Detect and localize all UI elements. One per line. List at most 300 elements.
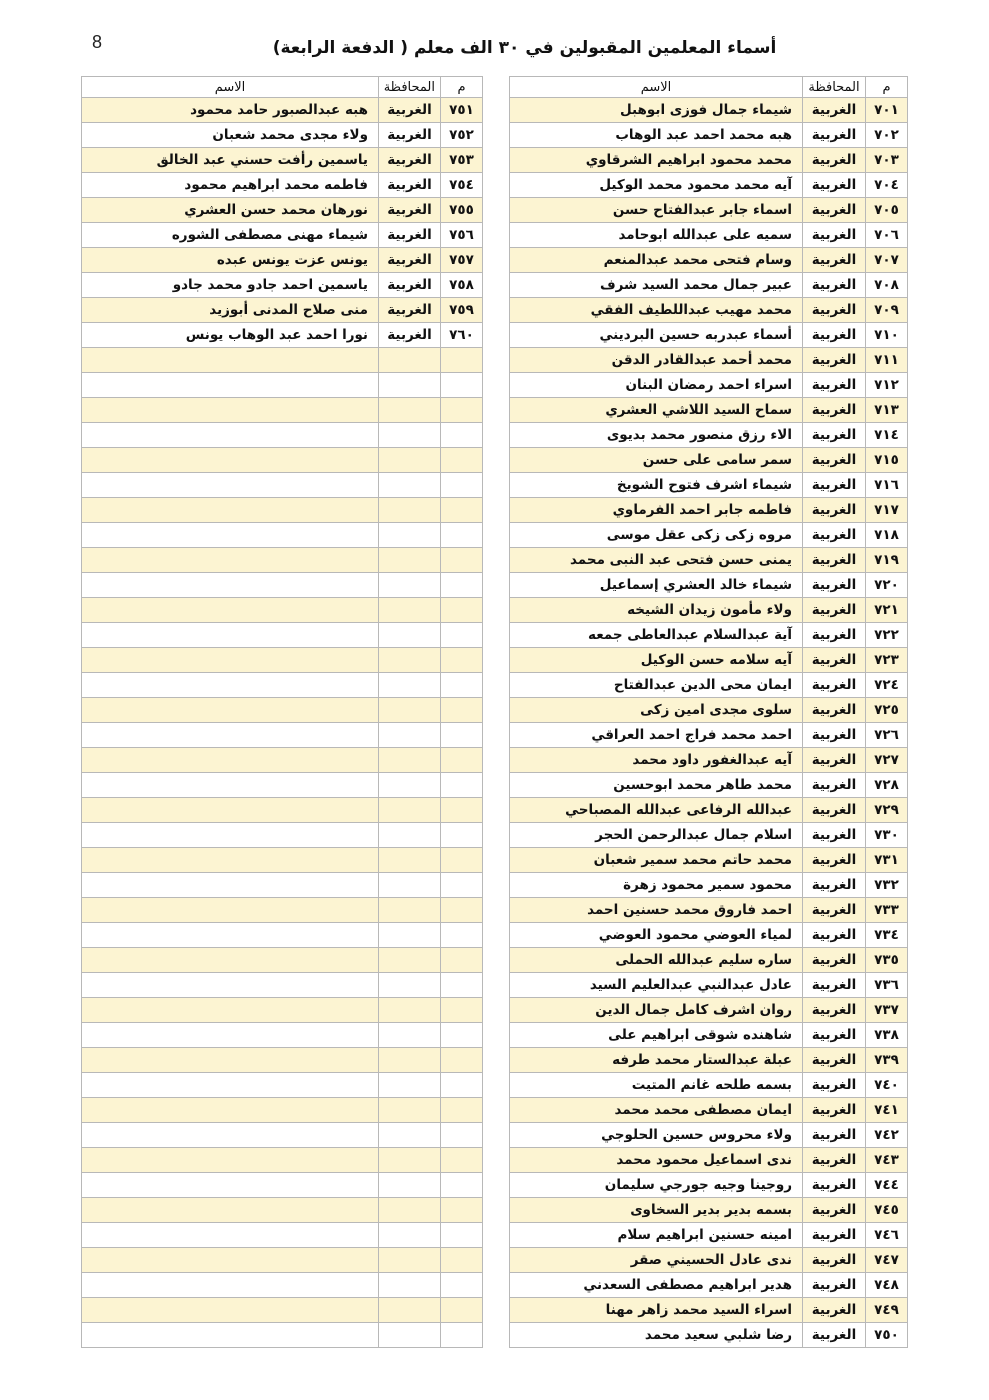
row-number: ٧١٦ [866, 473, 908, 498]
row-number [441, 523, 483, 548]
row-governorate [379, 798, 441, 823]
row-governorate [379, 373, 441, 398]
row-name [82, 548, 379, 573]
row-name: سمر سامى على حسن [510, 448, 803, 473]
row-number [441, 373, 483, 398]
row-governorate: الغربية [803, 223, 866, 248]
row-number: ٧١٤ [866, 423, 908, 448]
row-number: ٧٠١ [866, 98, 908, 123]
row-governorate [379, 848, 441, 873]
row-number: ٧٠٦ [866, 223, 908, 248]
table-row [82, 1123, 483, 1148]
row-governorate: الغربية [803, 1123, 866, 1148]
row-number: ٧١٣ [866, 398, 908, 423]
row-number [441, 973, 483, 998]
row-number: ٧٥٧ [441, 248, 483, 273]
row-number: ٧٢٦ [866, 723, 908, 748]
row-number: ٧٣٥ [866, 948, 908, 973]
row-name [82, 1198, 379, 1223]
row-governorate: الغربية [803, 1198, 866, 1223]
row-number: ٧١٥ [866, 448, 908, 473]
row-name: ندى اسماعيل محمود محمد [510, 1148, 803, 1173]
row-name: هبه محمد احمد عبد الوهاب [510, 123, 803, 148]
row-governorate: الغربية [803, 273, 866, 298]
table-row [510, 598, 908, 623]
table-row [82, 1023, 483, 1048]
row-number: ٧٤٥ [866, 1198, 908, 1223]
row-number [441, 1098, 483, 1123]
row-governorate [379, 1173, 441, 1198]
row-governorate: الغربية [803, 298, 866, 323]
row-name: رضا شلبي سعيد محمد [510, 1323, 803, 1348]
row-governorate [379, 973, 441, 998]
table-row [82, 173, 483, 198]
row-governorate [379, 1048, 441, 1073]
row-number: ٧٢١ [866, 598, 908, 623]
table-row [510, 798, 908, 823]
table-row [510, 573, 908, 598]
row-governorate [379, 698, 441, 723]
row-name [82, 748, 379, 773]
header-num: م [441, 77, 483, 98]
row-governorate [379, 548, 441, 573]
row-number: ٧٠٧ [866, 248, 908, 273]
row-name [82, 1273, 379, 1298]
table-row [82, 223, 483, 248]
row-name: اسماء جابر عبدالفتاح حسن [510, 198, 803, 223]
row-governorate: الغربية [803, 448, 866, 473]
row-name: عبلة عبدالستار محمد طرفه [510, 1048, 803, 1073]
row-governorate: الغربية [803, 973, 866, 998]
row-number [441, 1223, 483, 1248]
row-governorate [379, 648, 441, 673]
table-row [510, 1248, 908, 1273]
table-row [82, 198, 483, 223]
row-name: شاهنده شوقى ابراهيم على [510, 1023, 803, 1048]
header-governorate: المحافظة [803, 77, 866, 98]
row-name: فاطمه جابر احمد الفرماوي [510, 498, 803, 523]
row-name [82, 673, 379, 698]
table-row [510, 1023, 908, 1048]
row-name: نورا احمد عبد الوهاب يونس [82, 323, 379, 348]
row-name: بسمه بدير بدير السخاوى [510, 1198, 803, 1223]
row-name: فاطمه محمد ابراهيم محمود [82, 173, 379, 198]
row-number: ٧٤٣ [866, 1148, 908, 1173]
table-row [82, 1323, 483, 1348]
row-number: ٧٥٠ [866, 1323, 908, 1348]
row-name: هدير ابراهيم مصطفى السعدني [510, 1273, 803, 1298]
row-number: ٧٣٦ [866, 973, 908, 998]
row-number: ٧٦٠ [441, 323, 483, 348]
row-number: ٧١٧ [866, 498, 908, 523]
row-governorate [379, 723, 441, 748]
row-name: سماح السيد اللاشي العشري [510, 398, 803, 423]
row-number: ٧٥٢ [441, 123, 483, 148]
row-name: شيماء مهنى مصطفى الشوره [82, 223, 379, 248]
row-name [82, 398, 379, 423]
table-row [510, 448, 908, 473]
teachers-table-left [81, 76, 483, 1348]
table-row [510, 1123, 908, 1148]
row-number: ٧٢٨ [866, 773, 908, 798]
row-name [82, 1323, 379, 1348]
table-row [510, 823, 908, 848]
row-governorate [379, 1223, 441, 1248]
row-governorate: الغربية [803, 673, 866, 698]
table-row [510, 998, 908, 1023]
row-number: ٧٣١ [866, 848, 908, 873]
row-name: شيماء خالد العشري إسماعيل [510, 573, 803, 598]
row-name [82, 948, 379, 973]
row-name: آيه سلامه حسن الوكيل [510, 648, 803, 673]
row-number: ٧٢٤ [866, 673, 908, 698]
row-governorate: الغربية [803, 373, 866, 398]
table-row [510, 1298, 908, 1323]
table-row [82, 1173, 483, 1198]
row-governorate: الغربية [803, 1048, 866, 1073]
row-name: سميه على عبدالله ابوحامد [510, 223, 803, 248]
row-name [82, 498, 379, 523]
row-name: شيماء اشرف فتوح الشويخ [510, 473, 803, 498]
row-number [441, 598, 483, 623]
row-number: ٧١٩ [866, 548, 908, 573]
row-name: اسلام جمال عبدالرحمن الحجر [510, 823, 803, 848]
row-governorate [379, 673, 441, 698]
row-governorate [379, 1098, 441, 1123]
row-name: نورهان محمد حسن العشري [82, 198, 379, 223]
table-row [82, 323, 483, 348]
table-row [82, 1273, 483, 1298]
row-number: ٧٥١ [441, 98, 483, 123]
row-number [441, 1073, 483, 1098]
row-governorate: الغربية [803, 148, 866, 173]
row-governorate: الغربية [379, 248, 441, 273]
table-row [82, 598, 483, 623]
row-name: ياسمين احمد جادو محمد جادو [82, 273, 379, 298]
row-name: احمد محمد فراج احمد العراقي [510, 723, 803, 748]
row-name: امينه حسنين ابراهيم سلام [510, 1223, 803, 1248]
table-row [510, 98, 908, 123]
table-row [82, 648, 483, 673]
row-name [82, 648, 379, 673]
row-number [441, 798, 483, 823]
row-governorate: الغربية [803, 1223, 866, 1248]
table-row [510, 748, 908, 773]
row-governorate: الغربية [379, 148, 441, 173]
table-row [82, 248, 483, 273]
row-governorate [379, 998, 441, 1023]
row-number: ٧٠٨ [866, 273, 908, 298]
row-governorate [379, 473, 441, 498]
row-governorate: الغربية [803, 1273, 866, 1298]
row-governorate: الغربية [803, 573, 866, 598]
header-governorate: المحافظة [379, 77, 441, 98]
row-governorate [379, 1123, 441, 1148]
row-governorate [379, 423, 441, 448]
table-row [82, 473, 483, 498]
row-number [441, 823, 483, 848]
table-row [510, 1198, 908, 1223]
row-number: ٧٥٣ [441, 148, 483, 173]
row-name [82, 523, 379, 548]
table-row [82, 923, 483, 948]
row-number: ٧٤٠ [866, 1073, 908, 1098]
table-row [82, 1248, 483, 1273]
row-number [441, 498, 483, 523]
row-number: ٧٠٥ [866, 198, 908, 223]
table-row [82, 148, 483, 173]
row-name [82, 423, 379, 448]
row-governorate: الغربية [803, 773, 866, 798]
row-governorate [379, 1023, 441, 1048]
row-governorate: الغربية [379, 273, 441, 298]
table-row [510, 923, 908, 948]
row-name [82, 1248, 379, 1273]
row-name: يمنى حسن فتحى عبد النبى محمد [510, 548, 803, 573]
row-number [441, 573, 483, 598]
table-row [82, 298, 483, 323]
table-row [82, 873, 483, 898]
row-name: احمد فاروق محمد حسنين احمد [510, 898, 803, 923]
table-row [82, 698, 483, 723]
table-row [510, 548, 908, 573]
table-row [510, 498, 908, 523]
row-number: ٧٤٢ [866, 1123, 908, 1148]
row-name: محمود سمير محمود زهرة [510, 873, 803, 898]
table-row [510, 648, 908, 673]
row-name: محمد مهيب عبداللطيف الفقي [510, 298, 803, 323]
row-number: ٧٤٦ [866, 1223, 908, 1248]
page-title: أسماء المعلمين المقبولين في ٣٠ الف معلم ( الدفعة الرابعة) [272, 38, 777, 58]
header-name: الاسم [510, 77, 803, 98]
row-governorate: الغربية [803, 848, 866, 873]
row-name: منى صلاح المدنى أبوزيد [82, 298, 379, 323]
table-row [82, 898, 483, 923]
row-name [82, 773, 379, 798]
row-governorate: الغربية [379, 123, 441, 148]
row-name [82, 723, 379, 748]
row-number: ٧٢٥ [866, 698, 908, 723]
table-header-row [510, 77, 908, 98]
table-row [510, 423, 908, 448]
row-governorate: الغربية [803, 348, 866, 373]
table-row [82, 1073, 483, 1098]
table-row [510, 523, 908, 548]
row-governorate: الغربية [379, 198, 441, 223]
row-number [441, 773, 483, 798]
row-governorate: الغربية [379, 298, 441, 323]
table-row [510, 273, 908, 298]
table-row [82, 373, 483, 398]
table-row [82, 548, 483, 573]
table-row [82, 948, 483, 973]
row-name [82, 448, 379, 473]
row-governorate [379, 623, 441, 648]
row-governorate: الغربية [379, 223, 441, 248]
row-number: ٧٥٨ [441, 273, 483, 298]
row-governorate: الغربية [803, 423, 866, 448]
row-number: ٧٣٣ [866, 898, 908, 923]
table-row [82, 398, 483, 423]
row-name [82, 1173, 379, 1198]
row-number [441, 848, 483, 873]
row-governorate [379, 1198, 441, 1223]
row-name: ايمان محى الدين عبدالفتاح [510, 673, 803, 698]
row-name: الاء رزق منصور محمد بديوى [510, 423, 803, 448]
row-number [441, 723, 483, 748]
row-governorate: الغربية [803, 248, 866, 273]
row-name [82, 1073, 379, 1098]
row-number [441, 623, 483, 648]
row-number [441, 1023, 483, 1048]
table-body-left [82, 98, 483, 1348]
table-row [82, 573, 483, 598]
row-number: ٧٠٢ [866, 123, 908, 148]
row-number [441, 898, 483, 923]
row-number: ٧٥٤ [441, 173, 483, 198]
table-row [510, 698, 908, 723]
row-number: ٧٤٨ [866, 1273, 908, 1298]
row-name: محمد محمود ابراهيم الشرقاوي [510, 148, 803, 173]
row-governorate: الغربية [803, 323, 866, 348]
row-name [82, 698, 379, 723]
table-body-right [510, 98, 908, 1348]
row-name: اسراء احمد رمضان البنان [510, 373, 803, 398]
row-governorate [379, 498, 441, 523]
row-governorate [379, 1298, 441, 1323]
row-governorate: الغربية [379, 98, 441, 123]
table-row [82, 1223, 483, 1248]
table-row [510, 948, 908, 973]
row-governorate: الغربية [803, 1173, 866, 1198]
row-governorate: الغربية [803, 1298, 866, 1323]
row-name: سلوى مجدى امين زكى [510, 698, 803, 723]
row-governorate [379, 823, 441, 848]
row-governorate: الغربية [803, 823, 866, 848]
row-governorate: الغربية [803, 1098, 866, 1123]
row-number: ٧٣٢ [866, 873, 908, 898]
table-row [82, 798, 483, 823]
row-number [441, 423, 483, 448]
row-number [441, 348, 483, 373]
row-name [82, 798, 379, 823]
row-name: آيه عبدالغفور داود محمد [510, 748, 803, 773]
row-name [82, 873, 379, 898]
row-name: هبه عبدالصبور حامد محمود [82, 98, 379, 123]
table-row [510, 1073, 908, 1098]
row-governorate [379, 523, 441, 548]
row-number [441, 1198, 483, 1223]
row-number [441, 1323, 483, 1348]
row-governorate: الغربية [803, 123, 866, 148]
row-governorate [379, 598, 441, 623]
table-row [510, 673, 908, 698]
row-number [441, 473, 483, 498]
table-row [510, 373, 908, 398]
row-name: محمد حاتم محمد سمير شعبان [510, 848, 803, 873]
row-governorate: الغربية [803, 798, 866, 823]
row-governorate: الغربية [379, 173, 441, 198]
row-governorate [379, 448, 441, 473]
row-governorate: الغربية [803, 1248, 866, 1273]
table-row [510, 773, 908, 798]
row-number [441, 673, 483, 698]
row-governorate: الغربية [803, 698, 866, 723]
table-row [82, 773, 483, 798]
row-number: ٧٢٧ [866, 748, 908, 773]
table-row [82, 523, 483, 548]
row-number [441, 398, 483, 423]
table-row [510, 873, 908, 898]
row-number [441, 1273, 483, 1298]
table-row [82, 423, 483, 448]
row-name: مروه زكى زكى عقل موسى [510, 523, 803, 548]
row-number: ٧٢٩ [866, 798, 908, 823]
row-number [441, 1048, 483, 1073]
row-number [441, 873, 483, 898]
row-governorate: الغربية [803, 1323, 866, 1348]
row-name: ساره سليم عبدالله الحملى [510, 948, 803, 973]
row-number: ٧١٠ [866, 323, 908, 348]
row-governorate [379, 1323, 441, 1348]
row-number: ٧٢٣ [866, 648, 908, 673]
row-governorate: الغربية [803, 898, 866, 923]
row-number: ٧٤٩ [866, 1298, 908, 1323]
table-row [510, 1223, 908, 1248]
row-number: ٧٢٢ [866, 623, 908, 648]
row-name: روجينا وجيه جورجي سليمان [510, 1173, 803, 1198]
row-number: ٧٤١ [866, 1098, 908, 1123]
row-name: محمد طاهر محمد ابوحسين [510, 773, 803, 798]
table-row [82, 623, 483, 648]
row-name [82, 1223, 379, 1248]
row-number: ٧٥٦ [441, 223, 483, 248]
row-governorate: الغربية [803, 548, 866, 573]
row-number: ٧٣٤ [866, 923, 908, 948]
row-name [82, 1298, 379, 1323]
table-row [82, 748, 483, 773]
row-governorate: الغربية [803, 473, 866, 498]
row-governorate [379, 398, 441, 423]
row-name [82, 623, 379, 648]
row-name: لمياء العوضي محمود العوضي [510, 923, 803, 948]
row-governorate: الغربية [803, 98, 866, 123]
row-governorate: الغربية [803, 1073, 866, 1098]
row-governorate: الغربية [803, 948, 866, 973]
table-row [510, 298, 908, 323]
row-name: شيماء جمال فوزى ابوهبل [510, 98, 803, 123]
row-number: ٧٤٧ [866, 1248, 908, 1273]
table-row [82, 98, 483, 123]
table-row [82, 1148, 483, 1173]
row-name: محمد أحمد عبدالقادر الدقن [510, 348, 803, 373]
row-name: أسماء عبدربه حسين البرديني [510, 323, 803, 348]
row-number: ٧٣٩ [866, 1048, 908, 1073]
table-row [510, 1273, 908, 1298]
row-number [441, 948, 483, 973]
row-number: ٧٣٠ [866, 823, 908, 848]
table-row [82, 1298, 483, 1323]
table-row [82, 973, 483, 998]
table-row [82, 348, 483, 373]
header-num: م [866, 77, 908, 98]
row-name: عبدالله الرفاعى عبدالله المصباحي [510, 798, 803, 823]
row-name [82, 373, 379, 398]
row-governorate: الغربية [379, 323, 441, 348]
table-row [82, 1098, 483, 1123]
table-row [510, 623, 908, 648]
row-number [441, 648, 483, 673]
